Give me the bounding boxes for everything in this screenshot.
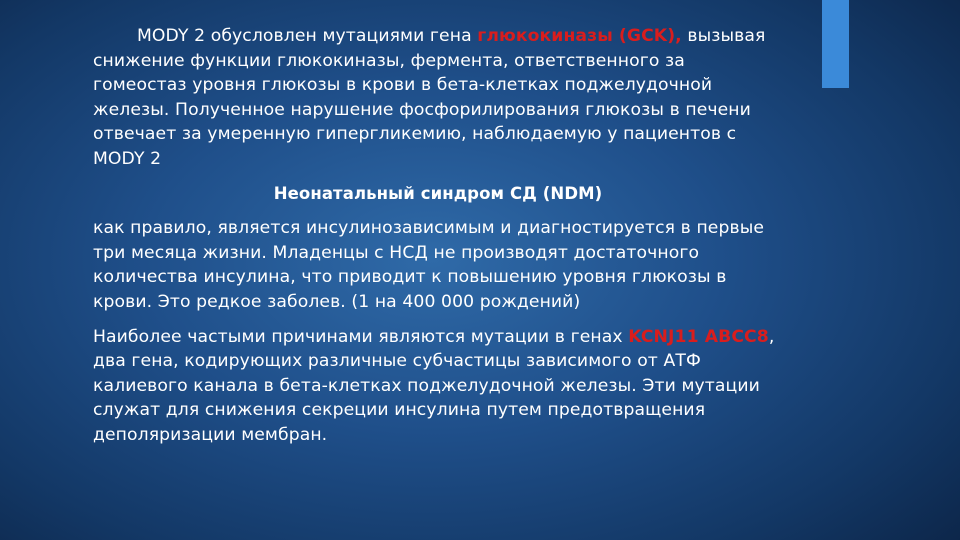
paragraph-causes xyxy=(93,325,783,448)
gene-highlight-kcnj11-abcc8: KCNJ11 ABCC8 xyxy=(628,326,769,347)
para3-text-before: Наиболее частыми причинами являются мутации в генах xyxy=(93,326,629,347)
accent-bar xyxy=(822,0,849,88)
para3-text-after: , два гена, кодирующих различные субчастицы зависимого от АТФ калиевого канала в бета-клетках поджелудочной железы. Эти мутации служат для снижения секреции инсулина путем предотвращения деполяризации мембран. xyxy=(93,326,775,445)
para1-text-before: MODY 2 обусловлен мутациями гена xyxy=(137,26,478,46)
gene-highlight-gck: глюкокиназы (GCK), xyxy=(477,26,682,46)
paragraph-ndm: как правило, является инсулинозависимым и диагностируется в первые три месяца жизни. Младенцы с НСД не производят достаточного количества инсулина, что приводит к повышению уровня глюкозы в крови. Это редкое заболев. (1 на 400 000 рождений) xyxy=(93,218,765,312)
para1-text-after: вызывая снижение функции глюкокиназы, фермента, ответственного за гомеостаз уровня глюкозы в крови в бета-клетках поджелудочной железы. Полученное нарушение фосфорилирования глюкозы в печени отвечает за умеренную гипергликемию, наблюдаемую у пациентов с MODY 2 xyxy=(93,26,766,169)
paragraph-mody2 xyxy=(93,24,783,172)
section-heading-ndm: Неонатальный синдром СД (NDM) xyxy=(273,183,603,203)
slide-content xyxy=(93,24,783,448)
